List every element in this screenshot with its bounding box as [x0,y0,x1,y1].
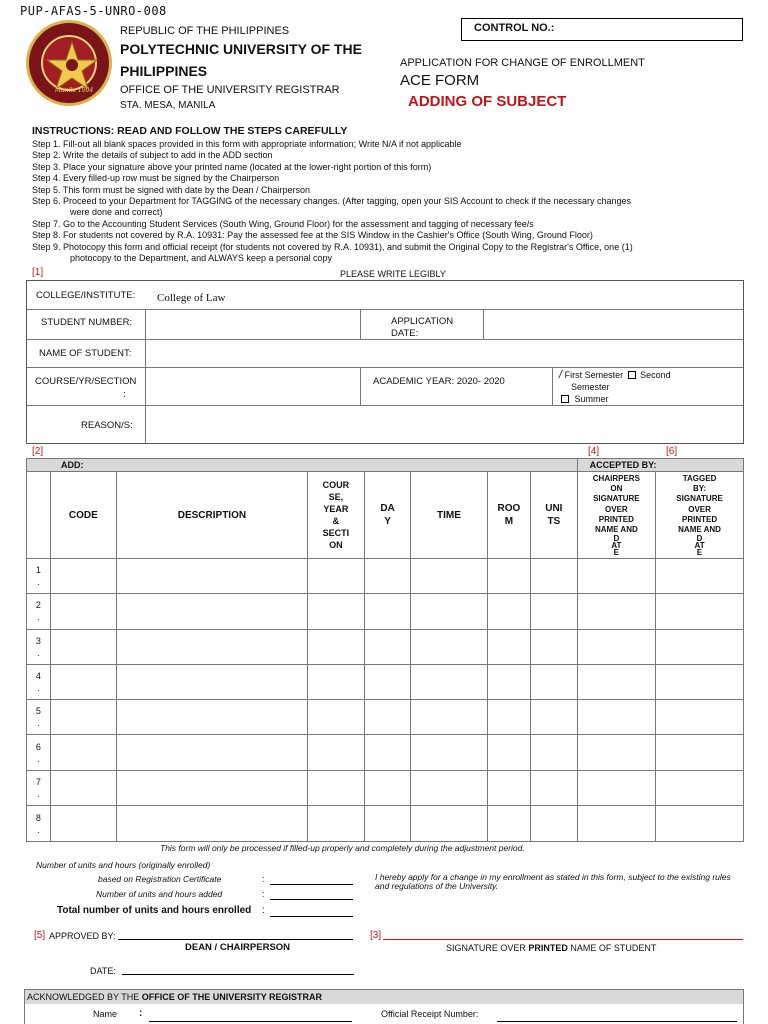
cell-day[interactable] [364,664,410,699]
step-4: Step 4. Every filled-up row must be signed by the Chairperson [32,173,280,184]
col-room-1: M [504,516,514,527]
cell-tagged-signature[interactable] [656,559,744,594]
cell-chair-signature[interactable] [577,806,656,842]
cell-chair-signature[interactable] [577,629,656,664]
col-course-2: YEAR [323,504,349,514]
units-total-colon: : [262,905,265,916]
col-course-1: SE, [328,492,344,502]
receipt-number-label: Official Receipt Number: [381,1009,479,1019]
table-row [27,770,744,805]
cell-tagged-signature[interactable] [656,735,744,770]
cell-chair-signature[interactable] [577,594,656,629]
cell-description[interactable] [116,664,307,699]
table-row [27,594,744,629]
registrar-name-field[interactable] [149,1008,352,1022]
col-chair-7: AT [611,541,622,551]
cell-room[interactable] [487,664,530,699]
cell-room[interactable] [487,594,530,629]
section-marker-3: [3] [370,930,382,941]
row-number-dot: . [37,788,40,799]
table-row [27,735,744,770]
second-semester-label-2: Semester [571,382,610,392]
write-legibly-note: PLEASE WRITE LEGIBLY [340,269,446,279]
col-course-5: ON [329,540,343,550]
cell-time[interactable] [411,559,487,594]
student-number-label: STUDENT NUMBER: [41,317,133,328]
row-number-dot: . [37,647,40,658]
approved-by-label: APPROVED BY: [49,931,116,941]
step-5: Step 5. This form must be signed with date by the Dean / Chairperson [32,184,310,195]
col-tagged-4: PRINTED [681,514,718,524]
cell-day[interactable] [364,559,410,594]
table-row [27,700,744,735]
cell-units[interactable] [531,629,577,664]
section-marker-2: [2] [32,446,44,457]
step-6: Step 6. Proceed to your Department for TAGGING of the necessary changes. (After tagging, open your SIS Account to check if the necessary changes [32,196,631,207]
application-date-label-1: APPLICATION [391,316,454,327]
units-original-label-2: based on Registration Certificate [98,874,222,884]
col-tagged-0: TAGGED [682,474,717,483]
cell-course[interactable] [307,770,364,805]
units-total-label: Total number of units and hours enrolled [57,905,252,916]
cell-code[interactable] [50,594,116,629]
cell-course[interactable] [307,629,364,664]
col-chair-1: ON [610,484,623,494]
college-field[interactable]: College of Law [157,292,226,304]
section-marker-5: [5] [34,930,46,941]
cell-time[interactable] [411,664,487,699]
cell-units[interactable] [531,594,577,629]
cell-code[interactable] [50,735,116,770]
cell-units[interactable] [531,806,577,842]
col-chair-3: OVER [605,504,628,514]
cell-chair-signature[interactable] [577,770,656,805]
instructions-list [32,139,752,264]
col-day-1: Y [384,516,391,527]
col-chair-5: NAME AND [594,525,638,535]
ack-bold: OFFICE OF THE UNIVERSITY REGISTRAR [141,992,323,1002]
university-name: POLYTECHNIC UNIVERSITY OF THE PHILIPPINES [120,41,362,79]
office-name: OFFICE OF THE UNIVERSITY REGISTRAR [120,84,340,96]
cell-tagged-signature[interactable] [656,594,744,629]
step-3: Step 3. Place your signature above your printed name (located at the lower-right portion of this form) [32,161,432,172]
section-marker-6: [6] [666,446,678,457]
cell-chair-signature[interactable] [577,700,656,735]
registrar-name-label: Name [93,1009,118,1019]
row-number-dot: . [37,753,40,764]
document-code: PUP-AFAS-5-UNRO-008 [20,4,167,18]
receipt-number-field[interactable] [497,1008,737,1022]
cell-units[interactable] [531,664,577,699]
cell-description[interactable] [116,629,307,664]
table-row [27,559,744,594]
student-name-field[interactable] [147,341,741,366]
row-number: 3 [35,635,41,646]
academic-year-label: ACADEMIC YEAR: 2020- 2020 [373,376,505,387]
signature-label-pre: SIGNATURE OVER [446,943,529,953]
cell-time[interactable] [411,735,487,770]
university-seal-icon [26,20,112,106]
cell-time[interactable] [411,806,487,842]
section-marker-1: [1] [32,267,44,278]
add-subjects-table [26,458,744,842]
cell-chair-signature[interactable] [577,664,656,699]
row-number: 2 [35,600,41,611]
cell-tagged-signature[interactable] [656,629,744,664]
table-row [27,806,744,842]
first-semester-label: First Semester [564,370,624,380]
cell-description[interactable] [116,735,307,770]
student-signature-field[interactable] [383,929,743,940]
col-tagged-8: E [696,548,703,558]
units-total-field[interactable] [270,904,353,917]
control-no-box[interactable] [461,18,743,41]
cell-course[interactable] [307,700,364,735]
cell-units[interactable] [531,559,577,594]
col-chair-2: SIGNATURE [593,494,640,504]
cell-code[interactable] [50,559,116,594]
cell-code[interactable] [50,770,116,805]
col-code: CODE [68,509,98,521]
second-semester-checkbox[interactable] [628,371,636,379]
section-marker-4: [4] [588,446,600,457]
cell-tagged-signature[interactable] [656,664,744,699]
units-added-colon: : [262,889,265,899]
col-room-0: ROO [497,503,521,514]
dean-label: DEAN / CHAIRPERSON [185,942,291,953]
cell-time[interactable] [411,629,487,664]
date-field[interactable] [122,963,354,975]
step-7: Step 7. Go to the Accounting Student Services (South Wing, Ground Floor) for the assessment and tagging of necessary fee/s [32,218,534,229]
summer-checkbox[interactable] [561,395,569,403]
row-number: 8 [35,812,41,823]
application-title: APPLICATION FOR CHANGE OF ENROLLMENT [400,57,645,69]
cell-day[interactable] [364,770,410,805]
units-added-field[interactable] [270,888,353,900]
form-type: ADDING OF SUBJECT [408,93,567,110]
cell-tagged-signature[interactable] [656,700,744,735]
table-row [27,664,744,699]
control-no-label: CONTROL NO.: [474,22,555,34]
republic-label: REPUBLIC OF THE PHILIPPINES [120,25,290,37]
cell-time[interactable] [411,770,487,805]
col-tagged-1: BY: [692,484,707,494]
processing-note: This form will only be processed if filled-up properly and completely during the adjustment period. [160,843,525,853]
cell-day[interactable] [364,735,410,770]
col-tagged-7: AT [694,541,705,551]
col-tagged-5: NAME AND [678,525,721,535]
application-date-label-2: DATE: [391,328,419,339]
col-units-1: TS [547,516,561,527]
cell-code[interactable] [50,664,116,699]
cell-day[interactable] [364,629,410,664]
cell-code[interactable] [50,806,116,842]
location: STA. MESA, MANILA [120,100,216,111]
first-semester-check[interactable]: / [559,369,563,381]
cell-tagged-signature[interactable] [656,806,744,842]
col-course-4: SECTI [322,528,350,538]
signature-label-bold: PRINTED [528,943,568,953]
reason-field[interactable] [147,407,741,443]
cell-room[interactable] [487,559,530,594]
college-label: COLLEGE/INSTITUTE: [36,290,136,301]
semester-options [559,369,739,405]
cell-room[interactable] [487,735,530,770]
cell-course[interactable] [307,735,364,770]
cell-day[interactable] [364,700,410,735]
col-course-3: & [332,516,340,526]
row-number-dot: . [37,718,40,729]
units-added-label: Number of units and hours added [96,889,223,899]
row-number-dot: . [37,577,40,588]
course-field[interactable] [147,369,359,404]
row-number-dot: . [37,683,40,694]
cell-units[interactable] [531,700,577,735]
row-number-dot: . [37,824,40,835]
step-9-cont: photocopy to the Department, and ALWAYS keep a personal copy [70,253,332,264]
cell-description[interactable] [116,594,307,629]
col-tagged-2: SIGNATURE [676,494,723,504]
form-name: ACE FORM [400,72,480,89]
accepted-by-label: ACCEPTED BY: [589,460,657,470]
cell-description[interactable] [116,770,307,805]
student-info-box [26,280,744,444]
col-chair-6: D [613,534,620,544]
date-label: DATE: [90,966,116,976]
col-day-0: DA [380,503,395,514]
registrar-name-colon: : [139,1008,143,1019]
seal-caption: Manila 1904 [55,87,94,94]
col-units-0: UNI [545,503,563,514]
row-number: 6 [35,741,41,752]
cell-description[interactable] [116,559,307,594]
cell-code[interactable] [50,629,116,664]
cell-course[interactable] [307,594,364,629]
row-number-dot: . [37,612,40,623]
table-row [27,629,744,664]
step-9: Step 9. Photocopy this form and official receipt (for students not covered by R.A. 10931), and submit the Original Copy to the Registrar's Office, one (1) [32,241,633,252]
step-1: Step 1. Fill-out all blank spaces provided in this form with appropriate information; Write N/A if not applicable [32,139,462,149]
row-number: 5 [35,706,41,717]
row-number: 4 [35,671,41,682]
cell-units[interactable] [531,735,577,770]
summer-label: Summer [574,394,609,404]
cell-course[interactable] [307,559,364,594]
cell-time[interactable] [411,594,487,629]
step-8: Step 8. For students not covered by R.A. 10931: Pay the assessed fee at the SIS Window in the Cashier's Office (South Wing, Ground Floor) [32,230,593,241]
cell-chair-signature[interactable] [577,735,656,770]
ack-pre: ACKNOWLEDGED BY THE [27,992,142,1002]
signature-label-post: NAME OF STUDENT [567,943,657,953]
cell-day[interactable] [364,806,410,842]
student-number-field[interactable] [147,311,359,338]
cell-time[interactable] [411,700,487,735]
units-original-label: Number of units and hours (originally enrolled) [36,860,211,870]
col-course-0: COUR [322,480,350,490]
units-original-colon: : [262,874,265,884]
add-label: ADD: [61,460,84,470]
approved-by-field[interactable] [118,928,353,940]
registrar-section [24,989,744,1024]
cell-description[interactable] [116,806,307,842]
row-number: 1 [35,565,41,576]
cell-room[interactable] [487,629,530,664]
cell-room[interactable] [487,770,530,805]
units-original-field[interactable] [270,873,353,885]
registrar-header [25,990,743,1004]
cell-units[interactable] [531,770,577,805]
declaration-text: I hereby apply for a change in my enrollment as stated in this form, subject to the existing rules and regulations of the University. [375,872,731,891]
second-semester-label: Second [640,370,671,380]
cell-chair-signature[interactable] [577,559,656,594]
cell-room[interactable] [487,806,530,842]
reason-label: REASON/S: [81,420,133,431]
cell-code[interactable] [50,700,116,735]
application-date-field[interactable] [485,311,741,338]
col-chair-8: E [613,548,620,558]
row-number: 7 [35,776,41,787]
cell-course[interactable] [307,806,364,842]
student-signature-label [446,943,656,953]
course-label-colon: : [123,389,126,400]
cell-description[interactable] [116,700,307,735]
col-description: DESCRIPTION [177,509,247,521]
cell-room[interactable] [487,700,530,735]
instructions-title: INSTRUCTIONS: READ AND FOLLOW THE STEPS CAREFULLY [32,125,348,137]
course-label: COURSE/YR/SECTION [35,376,137,387]
col-tagged-3: OVER [688,504,711,514]
col-chair-4: PRINTED [598,514,634,524]
cell-tagged-signature[interactable] [656,770,744,805]
cell-course[interactable] [307,664,364,699]
step-6-cont: were done and correct) [70,207,163,218]
col-tagged-6: D [696,534,703,544]
col-chair-0: CHAIRPERS [592,474,640,483]
step-2: Step 2. Write the details of subject to add in the ADD section [32,150,273,161]
cell-day[interactable] [364,594,410,629]
student-name-label: NAME OF STUDENT: [39,348,132,359]
col-time: TIME [437,509,461,521]
